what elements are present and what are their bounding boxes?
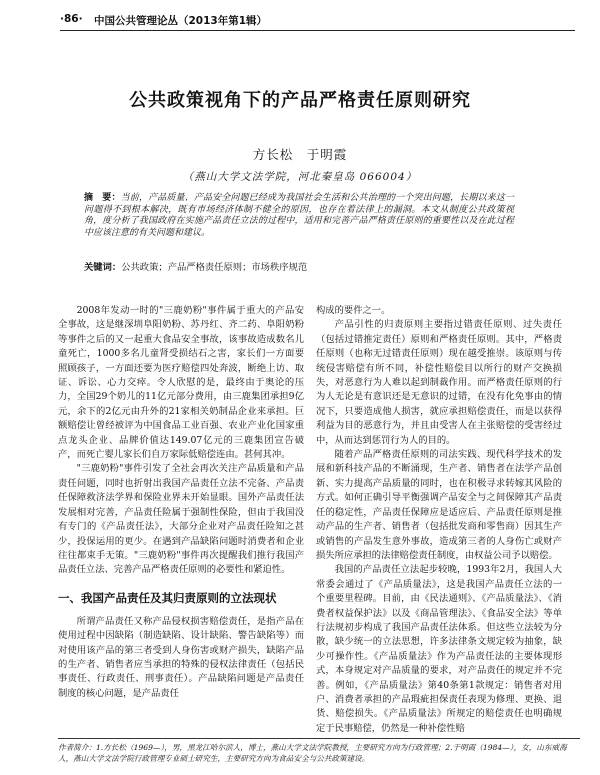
author-affiliation: （燕山大学文法学院，河北秦皇岛 066004）	[182, 171, 418, 183]
body-paragraph: 随着产品严格责任原则的司法实践、现代科学技术的发展和新科技产品的不断涌现，生产者、销售者在法学产品创新、实力提高产品质量的同时，也在积极寻求转嫁其风险的方式。如何正确引导平衡强调产品安全与之间保障其产品责任的稳定性，产品责任保障应是适应后、产品责任原则是推动产品的生产者、销售者（包括批发商和零售商）因其生产或销售的产品发生意外事故，造成第三者的人身伤亡或财产损失所应承担的法律赔偿责任制度，由权益公司予以赔偿。	[316, 449, 562, 561]
header-rule	[60, 30, 575, 31]
right-column	[316, 304, 562, 736]
article-title: 公共政策视角下的产品严格责任原则研究	[129, 90, 471, 111]
body-paragraph: "三鹿奶粉"事件引发了全社会再次关注产品质量和产品责任问题，同时也折射出我国产品责任立法不完备、产品责任保障救济法学界和保险业界未开始显眼。国外产品责任法发展相对完善，产品责任险属于强制性保险，但由于我国没有专门的《产品责任法》，大部分企业对产品责任险知之甚少，投保运用的更少。在遇到产品缺陷问题时消费者和企业往往都束手无策。"三鹿奶粉"事件再次提醒我们推行我国产品责任立法、完善产品严格责任原则的必要性和紧迫性。	[58, 463, 304, 576]
keywords-text: 公共政策；产品严格责任原则；市场秩序规范	[121, 262, 308, 273]
journal-title: 中国公共管理论丛（2013年第1辑）	[94, 15, 268, 27]
keywords-label: 关键词：	[84, 262, 122, 273]
body-paragraph: 产品引性的归责原则主要指过错责任原则、过失责任（包括过错推定责任）原则和严格责任原则。其中，严格责任原则（也称无过错责任原则）现在越受推崇。该原则与传统侵害赔偿有所不同，补偿性赔偿目以所行的财产交换损失，对恶意行为人难以起到制裁作用。而严格责任原则的行为人无论是有意识还是无意识的过错，在没有化免事由的情况下，只要造成他人损害，就应承担赔偿责任，而是以获得利益为目的恶意行为，并且由受害人在主张赔偿的受害经过中，从而达到惩罚行为人的目的。	[316, 319, 562, 446]
page-header	[60, 9, 575, 29]
keywords	[84, 259, 524, 273]
page-number: ·86·	[60, 13, 83, 25]
abstract-text: 当前，产品质量、产品安全问题已经成为我国社会生活和公共治理的一个突出问题，长期以来这一问题得不到根本解决，既有市场经济体制不健全的原因，也存在着法律上的漏洞。本文从制度公共政策视角，度分析了我国政府在实施产品责任立法的过程中，适用和完善产品严格责任原则的重要性以及在此过程中应该注意的有关问题和建议。	[84, 193, 514, 239]
author-footnote: 作者简介：1.方长松（1969—），男，黑龙江哈尔滨人，博士，燕山大学文法学院教授，主要研究方向为行政管理；2.于明霞（1984—），女，山东威海人，燕山大学文法学院行政管理专业硕士研究生，主要研究方向为食品安全与公共政策建设。	[58, 743, 567, 763]
body-paragraph: 构成的要件之一。	[316, 305, 391, 316]
body-paragraph: 所谓产品责任又称产品侵权损害赔偿责任，是指产品在使用过程中因缺陷（制造缺陷、设计缺陷、警告缺陷等）而对使用该产品的第三者受到人身伤害或财产损失，缺陷产品的生产者、销售者应当承担的特殊的侵权法律责任（包括民事责任、行政责任、刑事责任）。产品缺陷问题是产品责任制度的核心问题，是产品责任	[58, 615, 304, 699]
abstract-label: 摘 要：	[84, 193, 121, 203]
body-paragraph: 我国的产品责任立法起步较晚，1993年2月，我国人大常委会通过了《产品质量法》，这是我国产品责任立法的一个重要里程碑。目前，由《民法通则》、《产品质量法》、《消费者权益保护法》以及《商品管理法》、《食品安全法》等单行法规初步构成了我国产品责任法体系。但这些立法较为分散，缺少统一的立法思想，许多法律条文规定较为抽象，缺少可操作性。《产品质量法》作为产品责任法的主要体现形式，本身规定对产品质量的要求，对产品责任的规定并不完善。例如，《产品质量法》第40条第1款规定：销售者对用户、消费者承担的产品瑕疵担保责任表现为修理、更换、退货、赔偿损失。《产品质量法》所规定的赔偿责任也明确规定于民事赔偿，仍然是一种补偿性赔	[316, 564, 562, 734]
abstract	[84, 193, 514, 240]
left-column	[58, 304, 304, 701]
section-heading: 一、我国产品责任及其归责原则的立法现状	[58, 590, 277, 605]
article-authors: 方长松 于明霞	[252, 147, 348, 162]
footnote-rule	[58, 738, 580, 739]
body-paragraph: 2008年发动一时的"三鹿奶粉"事件属于重大的产品安全事故，这是继深圳阜阳奶粉、苏丹红、齐二药、阜阳奶粉等事件之后的又一起重大食品安全事故，该事故造成数名儿童死亡，1000多名儿童肾受损结石之害，家长们一方面要照顾孩子，一方面还要为医疗赔偿四处奔波，断绝上访、取证、诉讼、心力交瘁。令人欣慰的是，最终由于奥论的压力，全国29个奶儿的11亿元部分费用，由三鹿集团承担9亿元，余下的2亿元由升外的21家相关奶制品企业来承担。巨额赔偿让曾经被评为中国食品工业百强、农业产业化国家重点龙头企业、品牌价值达149.07亿元的三鹿集团宣告破产，而死亡婴儿家长们自万家际低赔偿连由。甚何其冲。	[58, 305, 304, 461]
